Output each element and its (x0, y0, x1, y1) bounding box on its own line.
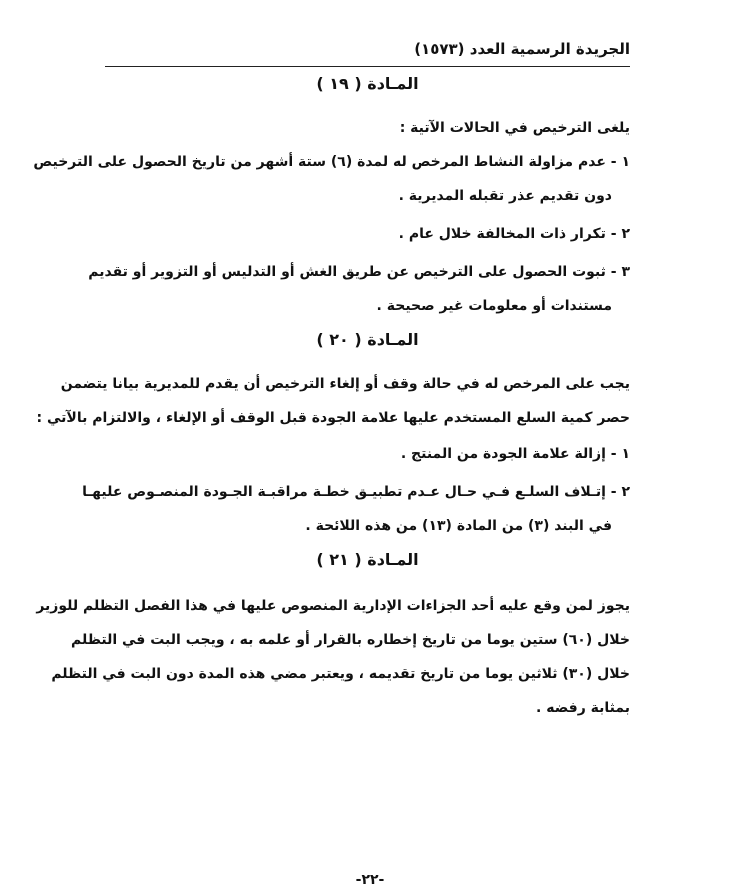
article-20-item-2-line-1: ٢ - إتـلاف السلـع فـي حـال عـدم تطبيـق خطـة مراقبـة الجـودة المنصـوص عليهـا (82, 484, 630, 500)
article-19-item-3-line-2: مستندات أو معلومات غير صحيحة . (376, 298, 612, 314)
page-number: -٢٢- (355, 872, 385, 888)
article-20-line-2: حصر كمية السلع المستخدم عليها علامة الجودة قبل الوقف أو الإلغاء ، والالتزام بالآتي : (36, 410, 630, 426)
gazette-header-title: الجريدة الرسمية العدد (١٥٧٣) (414, 40, 630, 58)
article-19-item-1-line-2: دون تقديم عذر تقبله المديرية . (398, 188, 612, 204)
article-20-item-1: ١ - إزالة علامة الجودة من المنتج . (400, 446, 630, 462)
article-21-line-2: خلال (٦٠) ستين يوما من تاريخ إخطاره بالقرار أو علمه به ، ويجب البت في التظلم (71, 632, 630, 648)
article-21-line-1: يجوز لمن وقع عليه أحد الجزاءات الإدارية المنصوص عليها في هذا الفصل التظلم للوزير (36, 598, 630, 614)
article-19-intro: يلغى الترخيص في الحالات الآتية : (399, 120, 630, 136)
article-21-heading: المـادة ( ٢١ ) (316, 550, 419, 569)
article-21-line-4: بمثابة رفضه . (536, 700, 630, 716)
article-20-item-2-line-2: في البند (٣) من المادة (١٣) من هذه اللائحة . (305, 518, 612, 534)
article-19-heading: المـادة ( ١٩ ) (316, 74, 419, 93)
article-20-line-1: يجب على المرخص له في حالة وقف أو إلغاء الترخيص أن يقدم للمديرية بيانا يتضمن (60, 376, 630, 392)
article-19-item-2: ٢ - تكرار ذات المخالفة خلال عام . (398, 226, 630, 242)
article-19-item-3-line-1: ٣ - ثبوت الحصول على الترخيص عن طريق الغش أو التدليس أو التزوير أو تقديم (88, 264, 630, 280)
article-19-item-1-line-1: ١ - عدم مزاولة النشاط المرخص له لمدة (٦) ستة أشهر من تاريخ الحصول على الترخيص (33, 154, 630, 170)
header-divider (105, 66, 630, 67)
article-20-heading: المـادة ( ٢٠ ) (316, 330, 419, 349)
article-21-line-3: خلال (٣٠) ثلاثين يوما من تاريخ تقديمه ، ويعتبر مضي هذه المدة دون البت في التظلم (51, 666, 630, 682)
